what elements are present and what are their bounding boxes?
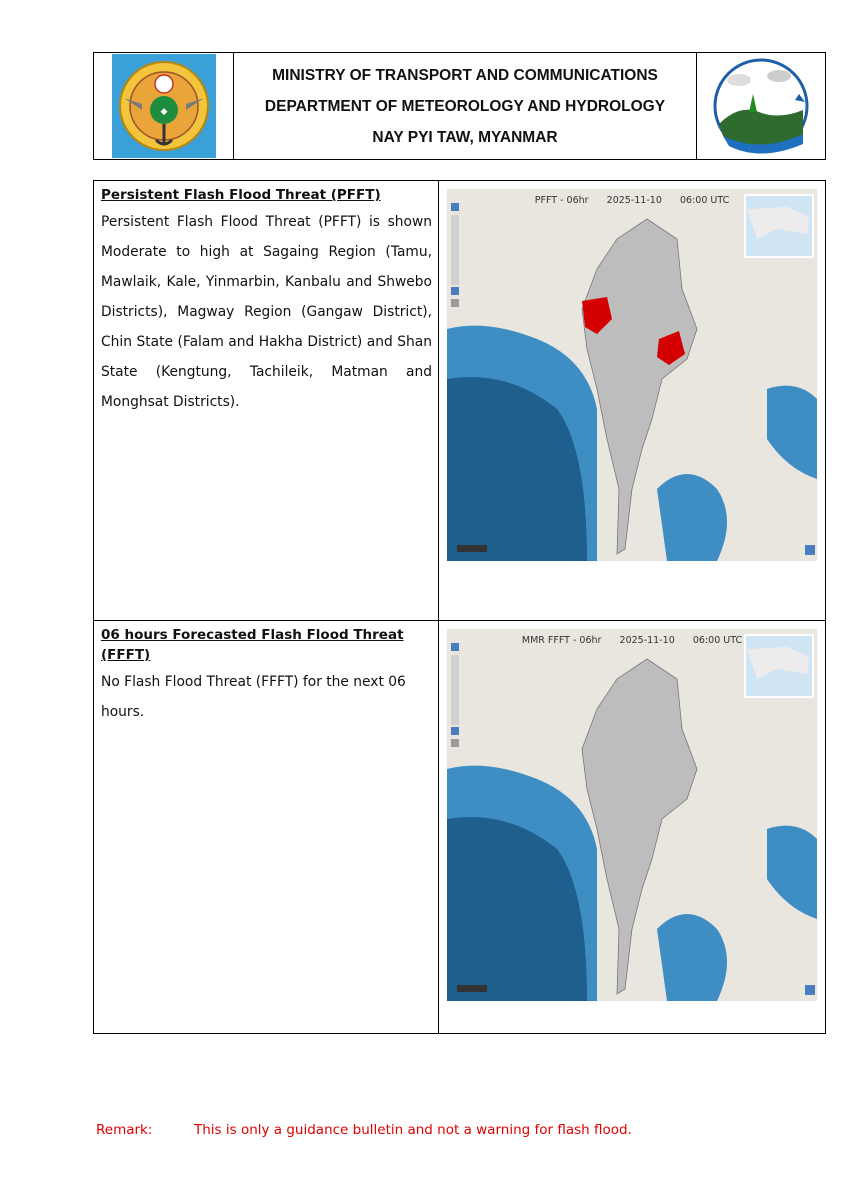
- hydrology-logo: [696, 53, 825, 159]
- header-line-ministry: MINISTRY OF TRANSPORT AND COMMUNICATIONS: [272, 66, 658, 84]
- ffft-map-cell: [439, 621, 825, 1034]
- hydrology-cycle-icon: [709, 54, 813, 158]
- ffft-map: [447, 629, 817, 1001]
- ffft-text-cell: [94, 621, 439, 1034]
- pfft-map-image: [447, 189, 817, 561]
- pfft-row: [94, 181, 825, 621]
- ffft-title: 06 hours Forecasted Flash Flood Threat (FFFT): [101, 627, 404, 663]
- header-title: [234, 53, 696, 159]
- remark-label: Remark:: [96, 1122, 153, 1138]
- pfft-map-title: PFFT - 06hr 2025-11-10 06:00 UTC: [534, 195, 730, 206]
- bulletin-header: [93, 52, 826, 160]
- ffft-map-title: MMR FFFT - 06hr 2025-11-10 06:00 UTC: [521, 635, 743, 646]
- header-line-department: DEPARTMENT OF METEOROLOGY AND HYDROLOGY: [264, 97, 666, 115]
- ffft-map-image: [447, 629, 817, 1001]
- ffft-description: No Flash Flood Threat (FFFT) for the next 06 hours.: [101, 674, 406, 720]
- remark: [96, 1122, 632, 1138]
- pfft-text-cell: [94, 181, 439, 620]
- ministry-emblem-icon: [112, 54, 216, 158]
- remark-text: This is only a guidance bulletin and not a warning for flash flood.: [194, 1122, 632, 1138]
- pfft-map: [447, 189, 817, 561]
- bulletin-table: [93, 180, 826, 1034]
- header-line-location: NAY PYI TAW, MYANMAR: [372, 128, 558, 146]
- ffft-row: [94, 621, 825, 1034]
- ministry-logo: [94, 53, 234, 159]
- pfft-description: Persistent Flash Flood Threat (PFFT) is shown Moderate to high at Sagaing Region (Tamu, Mawlaik, Kale, Yinmarbin, Kanbalu and Shwebo Districts), Magway Region (Gangaw District), Chin State (Falam and Hakha District) and Shan State (Kengtung, Tachileik, Matman and Monghsat Districts).: [101, 214, 432, 410]
- pfft-map-cell: [439, 181, 825, 620]
- pfft-title: Persistent Flash Flood Threat (PFFT): [101, 187, 381, 203]
- svg-text:◆: ◆: [160, 107, 167, 117]
